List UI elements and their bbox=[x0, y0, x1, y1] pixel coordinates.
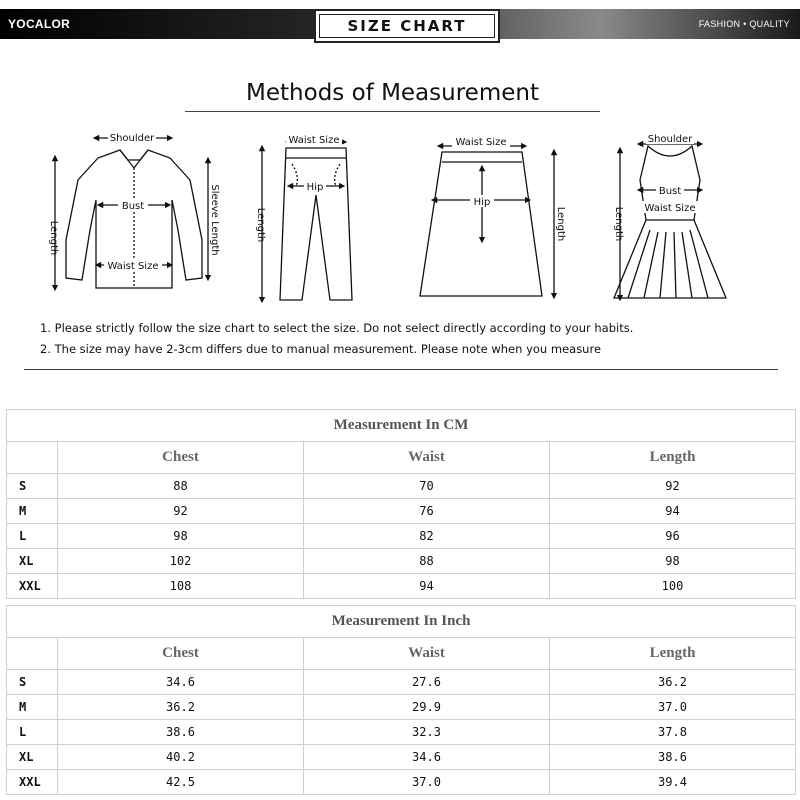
table-row bbox=[7, 524, 796, 549]
shirt-length-label: Length bbox=[48, 220, 59, 256]
chest-value: 36.2 bbox=[58, 695, 304, 720]
table-row bbox=[7, 695, 796, 720]
header-size bbox=[7, 638, 58, 670]
waist-value: 70 bbox=[304, 474, 550, 499]
table-row bbox=[7, 745, 796, 770]
note-1: 1. Please strictly follow the size chart to select the size. Do not select directly according to your habits. bbox=[40, 321, 634, 335]
size-label: L bbox=[7, 720, 58, 745]
pants-length-label: Length bbox=[255, 207, 266, 243]
cm-table-caption: Measurement In CM bbox=[7, 410, 796, 442]
shirt-waist-label: Waist Size bbox=[107, 261, 159, 272]
dress-shoulder-label: Shoulder bbox=[647, 134, 693, 145]
pants-waist-label: Waist Size bbox=[288, 135, 340, 146]
notes-divider bbox=[24, 369, 778, 370]
length-value: 37.0 bbox=[550, 695, 796, 720]
dress-labels bbox=[613, 132, 698, 241]
waist-value: 34.6 bbox=[304, 745, 550, 770]
size-label: XL bbox=[7, 549, 58, 574]
length-value: 38.6 bbox=[550, 745, 796, 770]
length-value: 37.8 bbox=[550, 720, 796, 745]
table-row bbox=[7, 549, 796, 574]
length-value: 94 bbox=[550, 499, 796, 524]
waist-value: 82 bbox=[304, 524, 550, 549]
size-label: M bbox=[7, 499, 58, 524]
table-row bbox=[7, 499, 796, 524]
chest-value: 40.2 bbox=[58, 745, 304, 770]
chest-value: 108 bbox=[58, 574, 304, 599]
measurement-notes bbox=[40, 318, 633, 360]
length-value: 98 bbox=[550, 549, 796, 574]
methods-title-underline bbox=[185, 111, 600, 112]
pants-labels bbox=[255, 133, 342, 242]
inch-size-table bbox=[6, 605, 796, 795]
note-2: 2. The size may have 2-3cm differs due to manual measurement. Please note when you measure bbox=[40, 342, 602, 356]
chest-value: 42.5 bbox=[58, 770, 304, 795]
size-chart-title-box bbox=[314, 9, 500, 43]
table-row bbox=[7, 574, 796, 599]
brand-name: YOCALOR bbox=[8, 17, 71, 31]
shirt-bust-label: Bust bbox=[121, 201, 145, 212]
page-title: SIZE CHART bbox=[347, 17, 467, 35]
header-chest: Chest bbox=[58, 442, 304, 474]
chest-value: 98 bbox=[58, 524, 304, 549]
shirt-shoulder-label: Shoulder bbox=[109, 133, 155, 144]
chest-value: 38.6 bbox=[58, 720, 304, 745]
chest-value: 102 bbox=[58, 549, 304, 574]
skirt-labels bbox=[452, 135, 566, 241]
chest-value: 92 bbox=[58, 499, 304, 524]
pants-diagram bbox=[262, 142, 352, 300]
skirt-waist-label: Waist Size bbox=[455, 137, 507, 148]
size-label: XXL bbox=[7, 770, 58, 795]
table-row bbox=[7, 474, 796, 499]
tagline: FASHION • QUALITY bbox=[698, 19, 790, 29]
length-value: 100 bbox=[550, 574, 796, 599]
dress-waist-label: Waist Size bbox=[644, 203, 696, 214]
waist-value: 88 bbox=[304, 549, 550, 574]
cm-size-table bbox=[6, 409, 796, 599]
size-label: L bbox=[7, 524, 58, 549]
header-chest: Chest bbox=[58, 638, 304, 670]
dress-diagram bbox=[614, 144, 726, 298]
length-value: 96 bbox=[550, 524, 796, 549]
dress-length-label: Length bbox=[613, 206, 624, 242]
skirt-hip-label: Hip bbox=[473, 197, 491, 208]
measurement-diagrams bbox=[0, 120, 800, 320]
length-value: 36.2 bbox=[550, 670, 796, 695]
waist-value: 29.9 bbox=[304, 695, 550, 720]
chest-value: 34.6 bbox=[58, 670, 304, 695]
header-waist: Waist bbox=[304, 638, 550, 670]
waist-value: 76 bbox=[304, 499, 550, 524]
size-label: M bbox=[7, 695, 58, 720]
skirt-diagram bbox=[420, 146, 554, 296]
length-value: 39.4 bbox=[550, 770, 796, 795]
waist-value: 37.0 bbox=[304, 770, 550, 795]
table-header-row bbox=[7, 442, 796, 474]
size-label: XL bbox=[7, 745, 58, 770]
shirt-sleeve-label: Sleeve Length bbox=[209, 184, 220, 256]
inch-table-caption: Measurement In Inch bbox=[7, 606, 796, 638]
size-label: S bbox=[7, 474, 58, 499]
table-row bbox=[7, 770, 796, 795]
waist-value: 27.6 bbox=[304, 670, 550, 695]
size-label: XXL bbox=[7, 574, 58, 599]
header-size bbox=[7, 442, 58, 474]
table-caption-row bbox=[7, 410, 796, 442]
header-length: Length bbox=[550, 442, 796, 474]
skirt-length-label: Length bbox=[555, 206, 566, 242]
pants-hip-label: Hip bbox=[306, 182, 324, 193]
waist-value: 94 bbox=[304, 574, 550, 599]
waist-value: 32.3 bbox=[304, 720, 550, 745]
table-caption-row bbox=[7, 606, 796, 638]
header-banner bbox=[0, 0, 800, 44]
table-header-row bbox=[7, 638, 796, 670]
table-row bbox=[7, 720, 796, 745]
length-value: 92 bbox=[550, 474, 796, 499]
header-length: Length bbox=[550, 638, 796, 670]
dress-bust-label: Bust bbox=[658, 186, 682, 197]
header-waist: Waist bbox=[304, 442, 550, 474]
table-row bbox=[7, 670, 796, 695]
chest-value: 88 bbox=[58, 474, 304, 499]
size-label: S bbox=[7, 670, 58, 695]
methods-title: Methods of Measurement bbox=[246, 80, 539, 106]
